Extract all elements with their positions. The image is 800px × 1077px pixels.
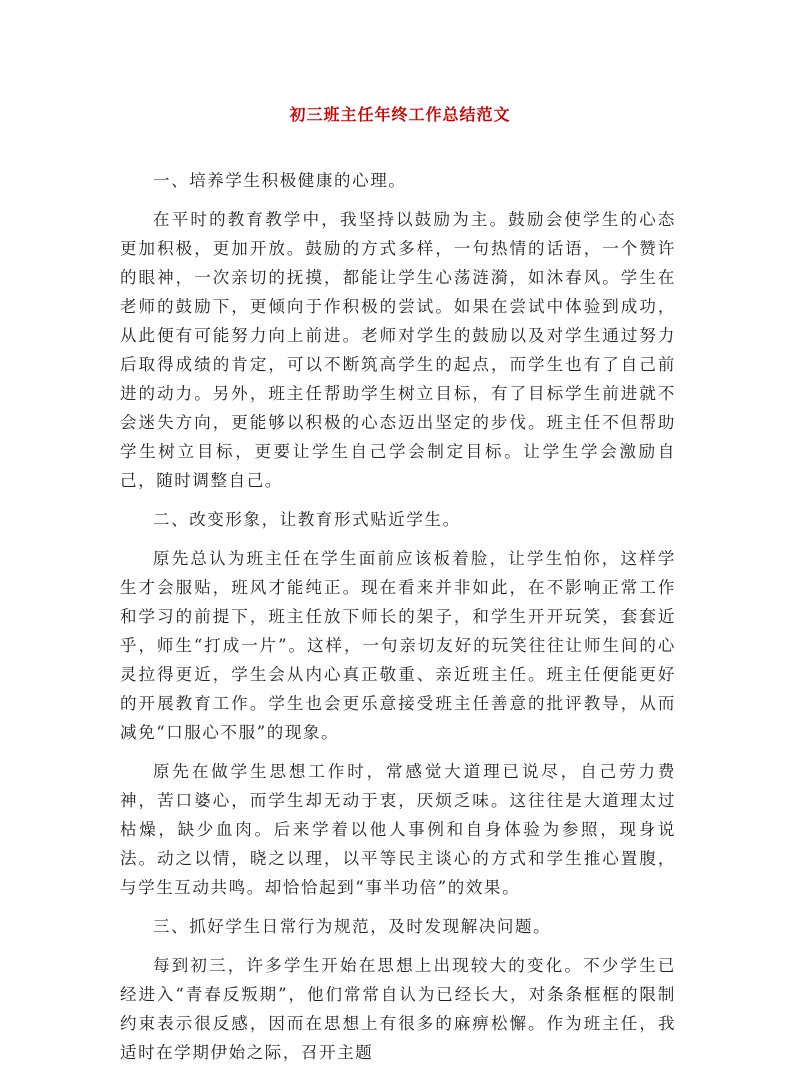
document-body (120, 166, 676, 1077)
body-paragraph-4: 每到初三，许多学生开始在思想上出现较大的变化。不少学生已经进入“青春反叛期”，他们常常自认为已经长大，对条条框框的限制约束表示很反感，因而在思想上有很多的麻痹松懈。作为班主任，我适时在学期伊始之际，召开主题 (120, 956, 676, 1062)
section-heading-1: 一、培养学生积极健康的心理。 (153, 171, 407, 190)
document-title: 初三班主任年终工作总结范文 (289, 105, 511, 124)
body-paragraph-2: 原先总认为班主任在学生面前应该板着脸，让学生怕你，这样学生才会服贴，班风才能纯正。现在看来并非如此，在不影响正常工作和学习的前提下，班主任放下师长的架子，和学生开开玩笑，套套近乎，师生“打成一片”。这样，一句亲切友好的玩笑往往让师生间的心灵拉得更近，学生会从内心真正敬重、亲近班主任。班主任便能更好的开展教育工作。学生也会更乐意接受班主任善意的批评教导，从而减免“口服心不服”的现象。 (120, 549, 676, 742)
section-heading-2: 二、改变形象，让教育形式贴近学生。 (153, 510, 461, 529)
body-paragraph-3: 原先在做学生思想工作时，常感觉大道理已说尽，自己劳力费神，苦口婆心，而学生却无动于衷，厌烦乏味。这往往是大道理太过枯燥，缺少血肉。后来学着以他人事例和自身体验为参照，现身说法。动之以情，晓之以理，以平等民主谈心的方式和学生推心置腹，与学生互动共鸣。却恰恰起到“事半功倍”的效果。 (120, 762, 676, 897)
body-paragraph-1: 在平时的教育教学中，我坚持以鼓励为主。鼓励会使学生的心态更加积极，更加开放。鼓励的方式多样，一句热情的话语，一个赞许的眼神，一次亲切的抚摸，都能让学生心荡涟漪，如沐春风。学生在老师的鼓励下，更倾向于作积极的尝试。如果在尝试中体验到成功，从此便有可能努力向上前进。老师对学生的鼓励以及对学生通过努力后取得成绩的肯定，可以不断筑高学生的起点，而学生也有了自己前进的动力。另外，班主任帮助学生树立目标，有了目标学生前进就不会迷失方向，更能够以积极的心态迈出坚定的步伐。班主任不但帮助学生树立目标，更要让学生自己学会制定目标。让学生学会激励自己，随时调整自己。 (120, 210, 676, 490)
section-heading-3: 三、抓好学生日常行为规范，及时发现解决问题。 (153, 917, 552, 936)
